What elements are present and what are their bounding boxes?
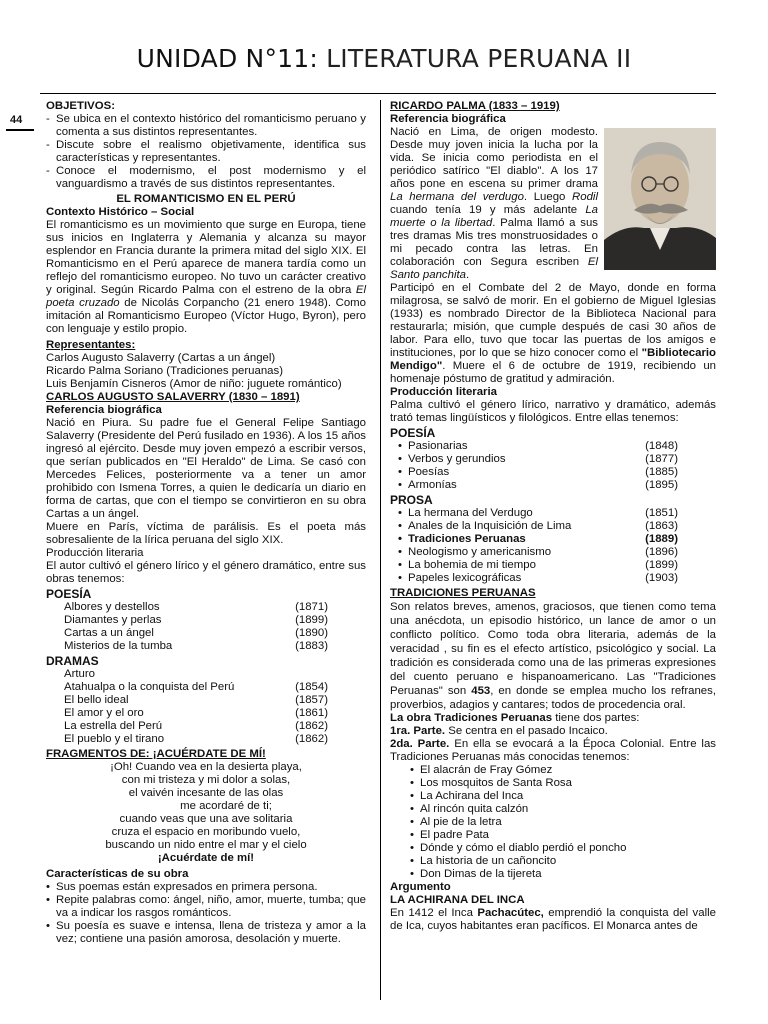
tradicion-item: • La Achirana del Inca [410, 790, 716, 803]
work-item: • La bohemia de mi tiempo (1899) [390, 559, 716, 572]
argumento-title: Argumento [390, 881, 451, 893]
caracteristica-item: • Sus poemas están expresados en primera persona. [46, 881, 366, 894]
page-number: 44 [10, 114, 23, 126]
tradicion-item: • El padre Pata [410, 829, 716, 842]
unit-label: UNIDAD N°11: [136, 44, 318, 73]
tradicion-item: • Don Dimas de la tijereta [410, 868, 716, 881]
dramas-list [46, 668, 366, 746]
poem-line: ¡Oh! Cuando vea en la desierta playa, [110, 761, 302, 773]
representante-item: Luis Benjamín Cisneros (Amor de niño: juguete romántico) [46, 378, 342, 390]
produccion-text: Palma cultivó el género lírico, narrativo y dramático, además trató temas lingüísticos y filológicos. Entre ellas tenemos: [390, 399, 716, 424]
poesia-list [46, 601, 366, 653]
objetivo-item: - Discute sobre el realismo objetivamente, identifica sus características y representantes. [46, 139, 366, 165]
achirana-paragraph: En 1412 el Inca Pachacútec, emprendió la conquista del valle de Ica, cuyos habitantes eran pacíficos. El Monarca antes de [390, 907, 716, 932]
work-item: Cartas a un ángel (1890) [64, 627, 328, 639]
right-column [390, 100, 716, 933]
salaverry-ref-title: Referencia biográfica [46, 404, 162, 416]
work-item: El bello ideal (1857) [64, 694, 328, 706]
work-item: La estrella del Perú (1862) [64, 720, 328, 732]
objetivos-list [46, 113, 366, 191]
prosa-list [390, 507, 716, 585]
page-header [0, 44, 768, 73]
work-item: Atahualpa o la conquista del Perú (1854) [64, 681, 328, 693]
work-item: • Papeles lexicográficas (1903) [390, 572, 716, 585]
caracteristicas-title: Características de su obra [46, 868, 189, 880]
work-item: • Pasionarias (1848) [390, 440, 716, 453]
representante-item: Ricardo Palma Soriano (Tradiciones peruanas) [46, 365, 283, 377]
palma-ref-title: Referencia biográfica [390, 113, 506, 125]
tradicion-item: • Los mosquitos de Santa Rosa [410, 777, 716, 790]
tradiciones-list [390, 764, 716, 881]
palma-bio-2: Participó en el Combate del 2 de Mayo, donde en forma milagrosa, se salvó de morir. En el gobierno de Miguel Iglesias (1933) es nombrado Director de la Biblioteca Nacional para restaurarla; misión, que cumple después de casi 30 años de labor. Para ello, tuvo que tocar las puertas de los amigos e instituciones, por lo que se hizo conocer como el "Bibliotecario Mendigo". Muere el 6 de octubre de 1919, recibiendo un homenaje póstumo de gratitud y admiración. [390, 282, 716, 385]
tradicion-item: • Dónde y cómo el diablo perdió el poncho [410, 842, 716, 855]
column-divider [380, 100, 381, 1000]
work-item: • Verbos y gerundios (1877) [390, 453, 716, 466]
tradicion-item: • Al rincón quita calzón [410, 803, 716, 816]
objetivo-item: - Se ubica en el contexto histórico del romanticismo peruano y comenta a sus distintos representantes. [46, 113, 366, 139]
work-item: El amor y el oro (1861) [64, 707, 328, 719]
header-rule [40, 93, 716, 94]
tradiciones-paragraph: Son relatos breves, amenos, graciosos, que tienen como tema una anécdota, un episodio histórico, un lance de amor o un conflicto político. Como toda obra literaria, además de la veracidad , su fin es el efecto artístico, psicológico y social. La tradición es considerada como una de las primeras expresiones del cuento peruano e hispanoamericano. Las "Tradiciones Peruanas" son 453, en donde se emplea mucho los refranes, proverbios, adagios y cantares; todos de procedencia oral. [390, 601, 716, 711]
caracteristica-item: • Repite palabras como: ángel, niño, amor, muerte, tumba; que va a indicar los rasgos románticos. [46, 894, 366, 920]
parte-1: 1ra. Parte. Se centra en el pasado Incaico. [390, 725, 608, 737]
parte-2: 2da. Parte. En ella se evocará a la Época Colonial. Entre las Tradiciones Peruanas más conocidas tenemos: [390, 738, 716, 763]
salaverry-bio: Nació en Piura. Su padre fue el General Felipe Santiago Salaverry (Presidente del Perú fusilado en 1936). A los 15 años ingresó al ejército. Desde muy joven empezó a escribir versos, que serían publicados en "El Heraldo" de Lima. Se casó con Mercedes Felices, posteriormente va a tener un amor prohibido con Ismena Torres, a quien le dedicaría un diario en forma de cartas, que con el tiempo se convirtieron en su obra Cartas a un ángel. [46, 417, 366, 520]
representantes-title: Representantes: [46, 339, 136, 351]
tradicion-item: • El alacrán de Fray Gómez [410, 764, 716, 777]
poesia-title: POESÍA [390, 426, 436, 440]
work-item: • Neologismo y americanismo (1896) [390, 546, 716, 559]
work-item: El pueblo y el tirano (1862) [64, 733, 328, 745]
poem-line: con mi tristeza y mi dolor a solas, [121, 774, 291, 786]
palma-bio: Nació en Lima, de origen modesto. Desde muy joven inicia la lucha por la vida. Se inicia como periodista en el periódico satírico "El diablo". A los 17 años pone en escena su primer drama La hermana del verdugo. Luego Rodil cuando tenía 19 y más adelante La muerte o la libertad. Palma llamó a sus tres dramas Mis tres monstruosidades o mi pecado contra las letras. En colaboración con Segura escriben El Santo panchita. [390, 126, 598, 281]
produccion-title: Producción literaria [390, 386, 497, 398]
work-item: • Poesías (1885) [390, 466, 716, 479]
poem-line: buscando un nido entre el mar y el cielo [105, 839, 307, 851]
poem-line: me acordaré de ti; [180, 800, 272, 812]
poem-line: el vaivén incesante de las olas [128, 787, 284, 799]
caracteristicas-list [46, 881, 366, 946]
work-item: Arturo [64, 668, 96, 680]
objetivos-title: OBJETIVOS: [46, 100, 115, 112]
work-item: Albores y destellos (1871) [64, 601, 328, 613]
page-number-rule [6, 129, 34, 131]
salaverry-death: Muere en París, víctima de parálisis. Es el poeta más sobresaliente de la lírica peruana del siglo XIX. [46, 521, 366, 546]
obra-line: La obra Tradiciones Peruanas tiene dos partes: [390, 712, 640, 724]
salaverry-title: CARLOS AUGUSTO SALAVERRY (1830 – 1891) [46, 391, 300, 403]
poesia-title: POESÍA [46, 587, 92, 601]
poem-line: cruza el espacio en moribundo vuelo, [111, 826, 301, 838]
romanticismo-title: EL ROMANTICISMO EN EL PERÚ [116, 193, 296, 205]
achirana-title: LA ACHIRANA DEL INCA [390, 894, 525, 906]
tradicion-item: • La historia de un cañoncito [410, 855, 716, 868]
fragmentos-title: FRAGMENTOS DE: ¡ACUÉRDATE DE MÍ! [46, 748, 266, 760]
dramas-title: DRAMAS [46, 654, 99, 668]
objetivo-item: - Conoce el modernismo, el post modernismo y el vanguardismo a través de sus distintos representantes. [46, 165, 366, 191]
produccion-label: Producción literaria [46, 547, 144, 559]
ricardo-palma-portrait [604, 128, 716, 270]
tradiciones-title: TRADICIONES PERUANAS [390, 587, 536, 599]
work-item: • La hermana del Verdugo (1851) [390, 507, 716, 520]
palma-title: RICARDO PALMA (1833 – 1919) [390, 100, 560, 112]
unit-title: LITERATURA PERUANA II [317, 44, 632, 73]
tradicion-item: • Al pie de la letra [410, 816, 716, 829]
representante-item: Carlos Augusto Salaverry (Cartas a un ángel) [46, 352, 276, 364]
poem-line: cuando veas que una ave solitaria [119, 813, 293, 825]
work-item: • Anales de la Inquisición de Lima (1863) [390, 520, 716, 533]
left-column [46, 100, 366, 946]
poem-line: ¡Acuérdate de mí! [157, 852, 255, 864]
work-item: Misterios de la tumba (1883) [64, 640, 328, 652]
prosa-title: PROSA [390, 493, 433, 507]
produccion-text: El autor cultivó el género lírico y el género dramático, entre sus obras tenemos: [46, 560, 366, 585]
caracteristica-item: • Su poesía es suave e intensa, llena de tristeza y amor a la vez; contiene una pasión amorosa, desolación y muerte. [46, 920, 366, 946]
contexto-paragraph: El romanticismo es un movimiento que surge en Europa, tiene sus inicios en Inglaterra y Alemania y alcanza su mayor esplendor en Francia durante la primera mitad del siglo XIX. El Romanticismo en el Perú aparece de manera tardía como un reflejo del romanticismo europeo. No tuvo un carácter creativo y original. Según Ricardo Palma con el estreno de la obra El poeta cruzado de Nicolás Corpancho (21 enero 1948). Como imitación al Romanticismo Europeo (Víctor Hugo, Byron), pero con lenguaje y estilo propio. [46, 219, 367, 335]
poesia-list [390, 440, 716, 492]
contexto-title: Contexto Histórico – Social [46, 206, 195, 218]
work-item: • Tradiciones Peruanas (1889) [390, 533, 716, 546]
work-item: • Armonías (1895) [390, 479, 716, 492]
work-item: Diamantes y perlas (1899) [64, 614, 328, 626]
poem [46, 761, 366, 865]
